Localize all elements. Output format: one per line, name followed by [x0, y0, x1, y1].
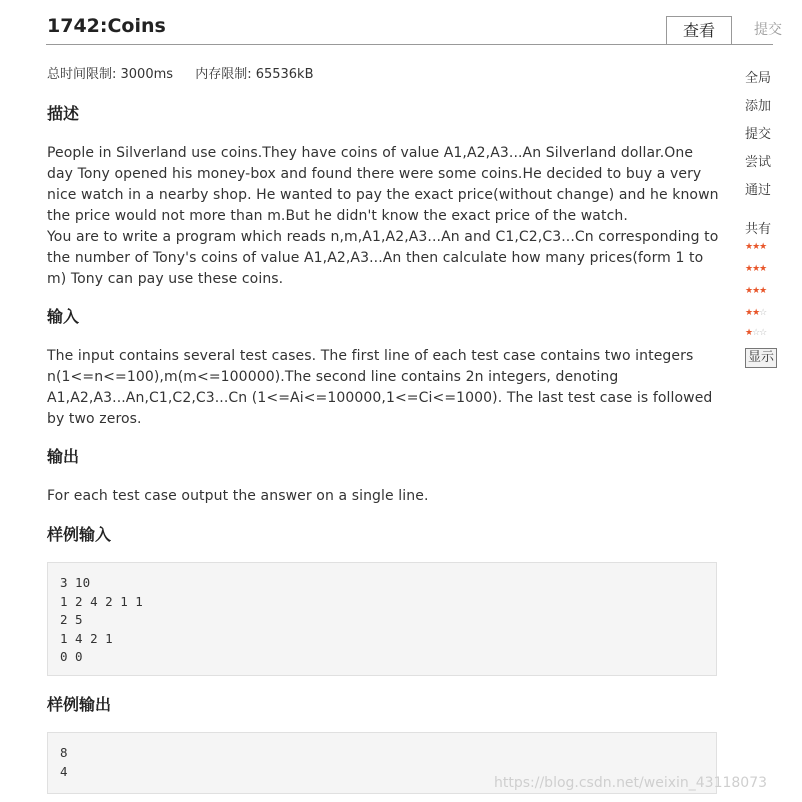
memory-limit: 内存限制: 65536kB: [195, 67, 314, 82]
sidebar-link-global[interactable]: 全局: [745, 71, 772, 86]
description-text: People in Silverland use coins.They have coins of value A1,A2,A3...An Silverland dollar.One day Tony opened his money-box and found there were some coins.He decided to buy a very nice watch in a nearby shop. He wanted to pay the exact price(without change) and he known the price would not more than m.But he didn't know the exact price of the watch.: [47, 145, 719, 224]
sidebar-link-add[interactable]: 添加: [745, 99, 772, 114]
output-text: For each test case output the answer on a single line.: [47, 488, 429, 504]
rating-label: 共有: [745, 222, 772, 237]
show-button[interactable]: 显示: [745, 348, 777, 368]
page-title: 1742:Coins: [47, 15, 166, 37]
sidebar-link-passed[interactable]: 通过: [745, 183, 772, 198]
output-title: 输出: [47, 447, 80, 466]
limits: [47, 66, 332, 84]
rating-row-1: ★★★: [745, 242, 767, 252]
sidebar-link-attempts[interactable]: 尝试: [745, 155, 772, 170]
sample-input-box: 3 10 1 2 4 2 1 1 2 5 1 4 2 1 0 0: [47, 562, 717, 676]
sidebar-link-submissions[interactable]: 提交: [745, 127, 772, 142]
sample-output-title: 样例输出: [47, 695, 112, 714]
rating-row-5: ★☆☆: [745, 328, 767, 338]
tab-submit[interactable]: 提交: [754, 22, 782, 38]
input-text: The input contains several test cases. The first line of each test case contains two integers n(1<=n<=100),m(m<=100000).The second line contains 2n integers, denoting A1,A2,A3...An,C1,C2,C3...Cn (1<=Ai<=100000,1<=Ci<=1000). The last test case is followed by two zeros.: [47, 348, 713, 427]
watermark: https://blog.csdn.net/weixin_43118073: [494, 775, 768, 791]
sample-output-box: 8 4: [47, 732, 717, 794]
header-divider: [46, 44, 773, 45]
sample-input-title: 样例输入: [47, 525, 112, 544]
description-text-2: You are to write a program which reads n,m,A1,A2,A3...An and C1,C2,C3...Cn corresponding to the number of Tony's coins of value A1,A2,A3...An then calculate how many prices(form 1 to m) Tony can pay use these coins.: [47, 229, 719, 287]
input-title: 输入: [47, 307, 80, 326]
rating-row-2: ★★★: [745, 264, 767, 274]
rating-row-3: ★★★: [745, 286, 767, 296]
description-title: 描述: [47, 104, 80, 123]
rating-row-4: ★★☆: [745, 308, 767, 318]
tab-view[interactable]: 查看: [666, 16, 732, 45]
time-limit: 总时间限制: 3000ms: [47, 67, 174, 82]
